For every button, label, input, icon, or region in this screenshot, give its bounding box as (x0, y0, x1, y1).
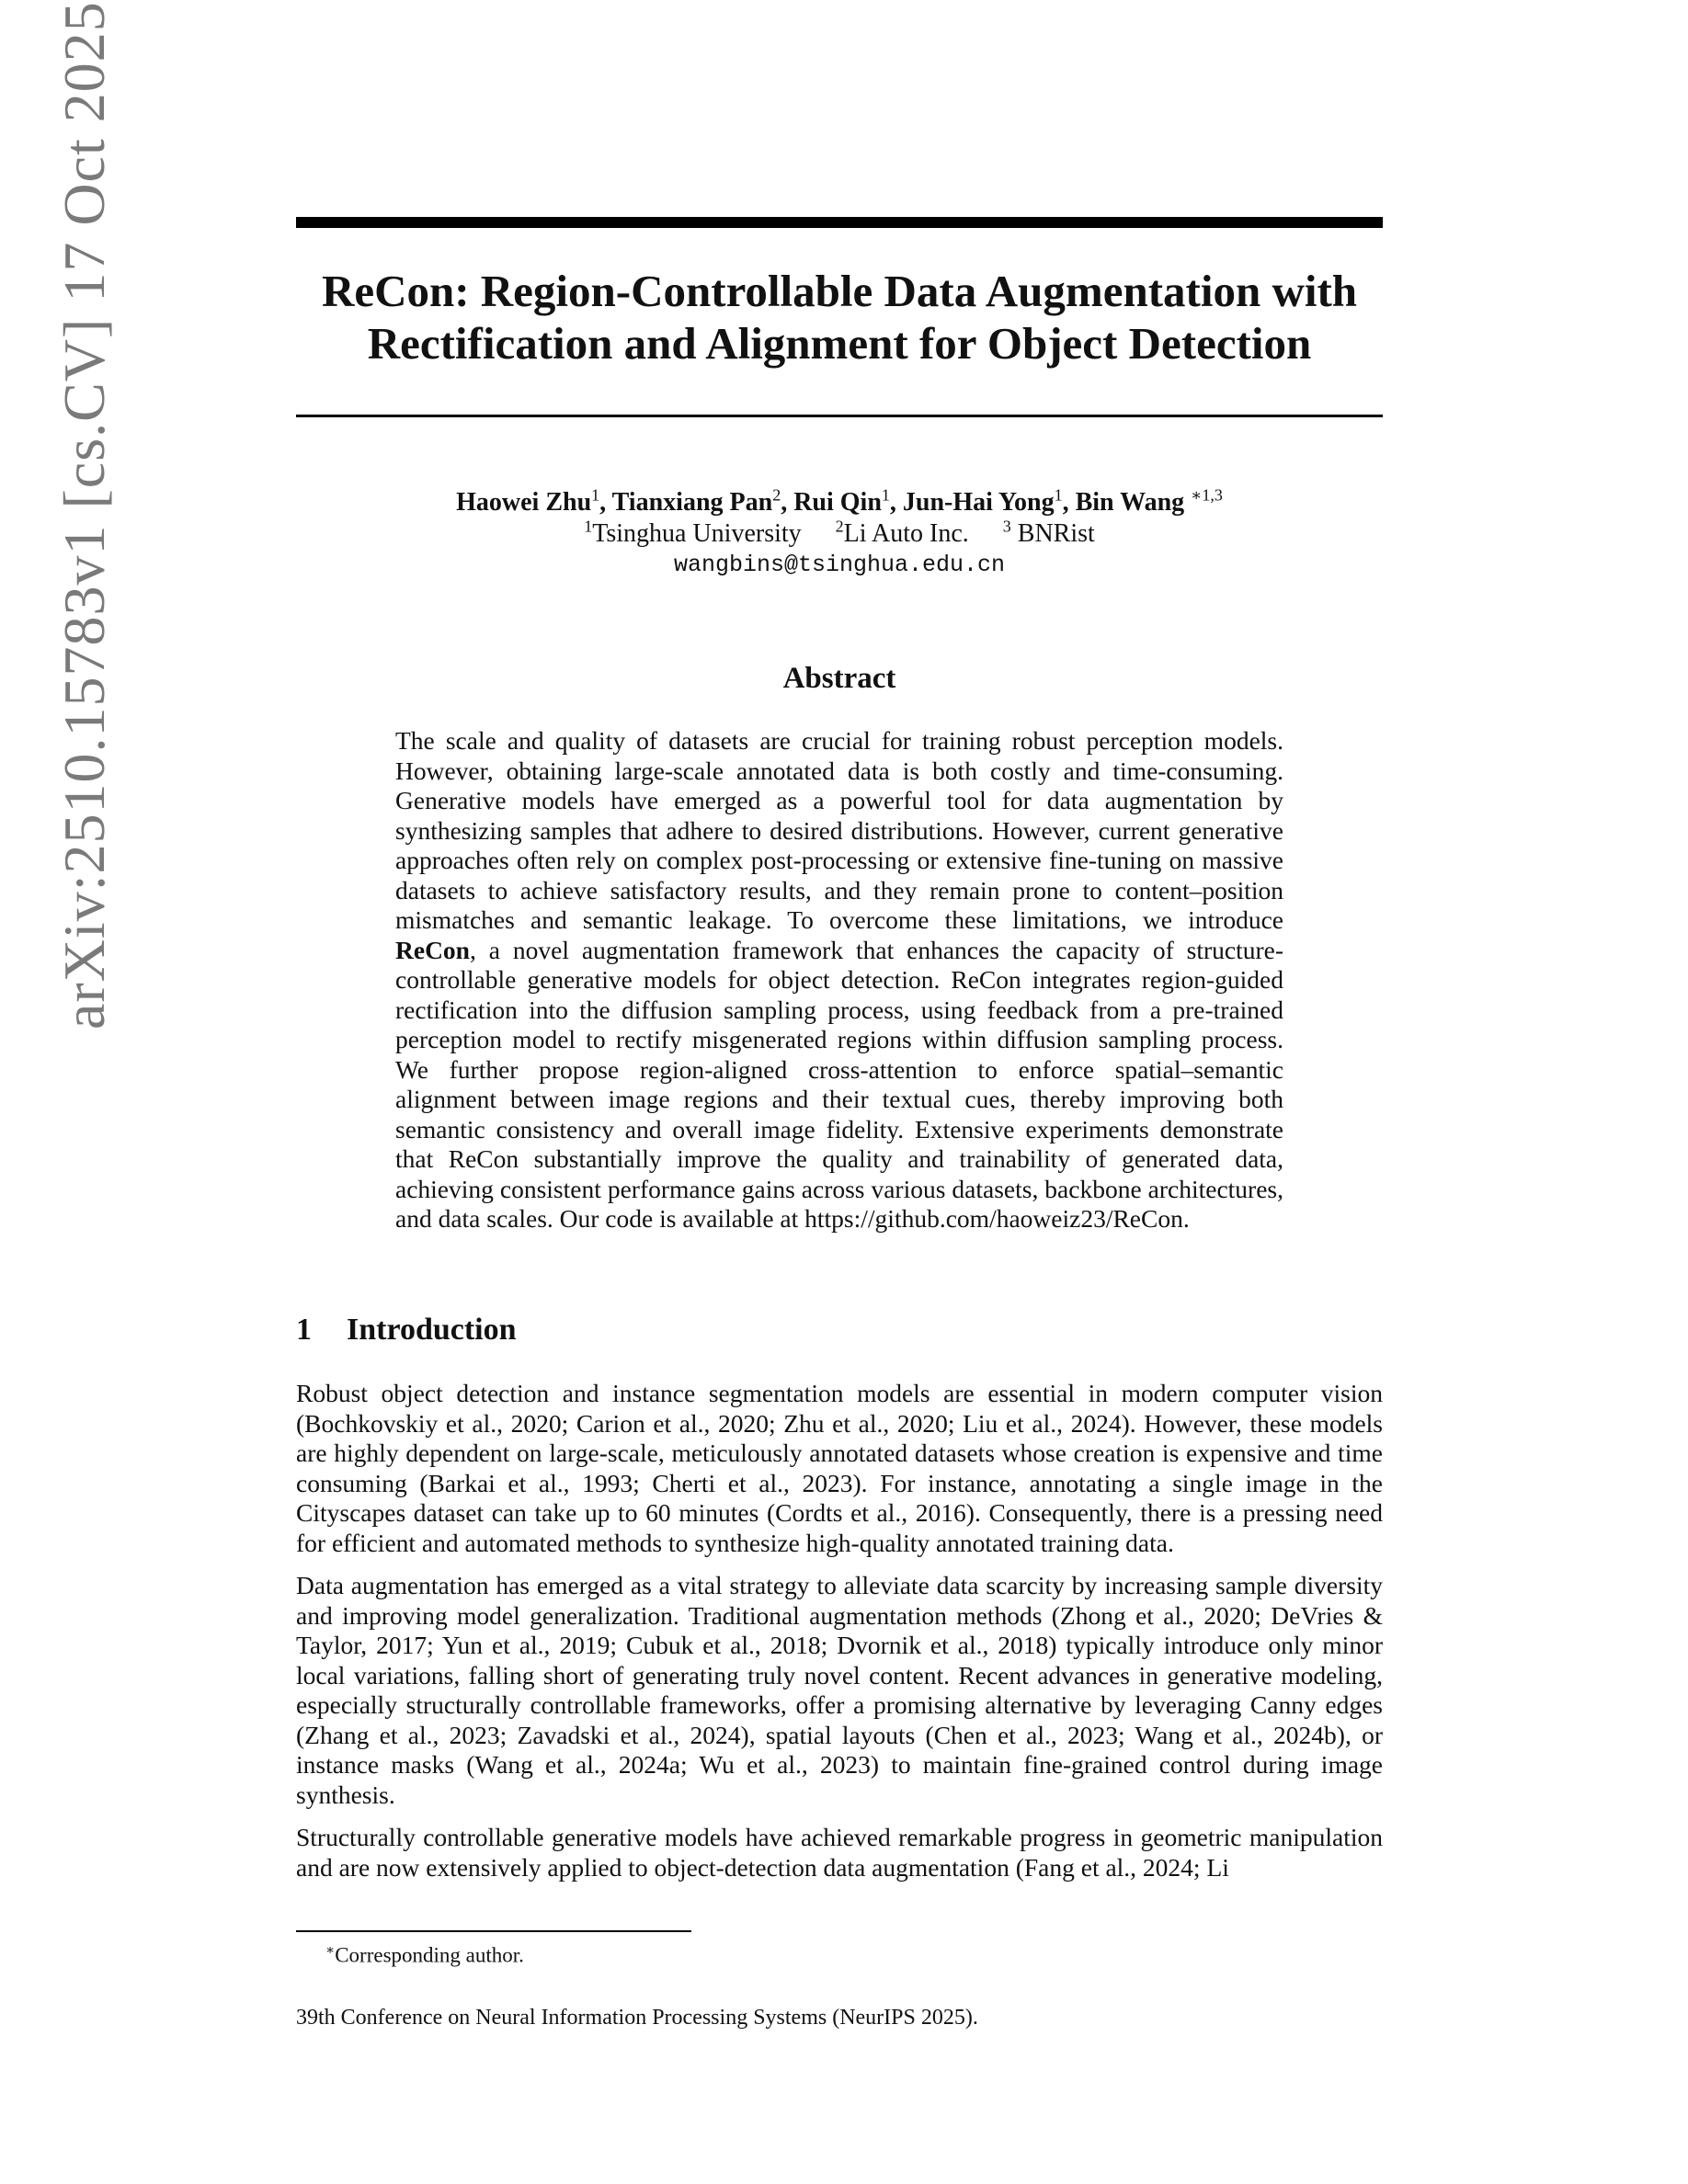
author: Tianxiang Pan$^2$ (611, 485, 781, 517)
author-block (296, 487, 1383, 581)
paragraph: Structurally controllable generative models have achieved remarkable progress in geometric manipulation and are now extensively applied to object-detection data augmentation (Fang et al., 2024; Li (296, 1823, 1383, 1882)
footnote-rule (296, 1930, 691, 1932)
paper-title (296, 265, 1383, 370)
affiliation: $^1$Tsinghua University (584, 517, 802, 548)
venue-footer: 39th Conference on Neural Information Processing Systems (NeurIPS 2025). (296, 2006, 978, 2030)
author: Haowei Zhu$^1$ (456, 485, 600, 517)
paragraph: Data augmentation has emerged as a vital strategy to alleviate data scarcity by increasing sample diversity and improving model generalization. Traditional augmentation methods (Zhong et al., 2020; DeVries & Taylor, 2017; Yun et al., 2019; Cubuk et al., 2018; Dvornik et al., 2018) typically introduce only minor local variations, falling short of generating truly novel content. Recent advances in generative modeling, especially structurally controllable frameworks, offer a promising alternative by leveraging Canny edges (Zhang et al., 2023; Zavadski et al., 2024), spatial layouts (Chen et al., 2023; Wang et al., 2024b), or instance masks (Wang et al., 2024a; Wu et al., 2023) to maintain fine-grained control during image synthesis. (296, 1571, 1383, 1809)
title-top-rule (296, 217, 1383, 228)
section-heading-introduction: 1 Introduction (296, 1313, 517, 1347)
method-name: ReCon (395, 935, 470, 964)
author: Rui Qin$^1$ (793, 485, 890, 517)
affiliation-list (296, 518, 1383, 550)
title-line-1: ReCon: Region-Controllable Data Augmentation with (321, 266, 1358, 316)
title-bottom-rule (296, 415, 1383, 417)
arxiv-identifier: arXiv:2510.15783v1 [cs.CV] 17 Oct 2025 (51, 1, 117, 1029)
abstract-text: The scale and quality of datasets are crucial for training robust perception models. However, obtaining large-scale annotated data is both costly and time-consuming. Generative models have emerged as a powerful tool for data augmentation by synthesizing samples that adhere to desired distributions. However, current generative approaches often rely on complex post-processing or extensive fine-tuning on massive datasets to achieve satisfactory results, and they remain prone to content–position mismatches and semantic leakage. To overcome these limitations, we introduce ReCon, a novel augmentation framework that enhances the capacity of structure-controllable generative models for object detection. ReCon integrates region-guided rectification into the diffusion sampling process, using feedback from a pre-trained perception model to rectify misgenerated regions within diffusion sampling process. We further propose region-aligned cross-attention to enforce spatial–semantic alignment between image regions and their textual cues, thereby improving both semantic consistency and overall image fidelity. Extensive experiments demonstrate that ReCon substantially improve the quality and trainability of generated data, achieving consistent performance gains across various datasets, backbone architectures, and data scales. Our code is available at https://github.com/haoweiz23/ReCon. (395, 726, 1283, 1233)
paragraph: Robust object detection and instance segmentation models are essential in modern computer vision (Bochkovskiy et al., 2020; Carion et al., 2020; Zhu et al., 2020; Liu et al., 2024). However, these models are highly dependent on large-scale, meticulously annotated datasets whose creation is expensive and time consuming (Barkai et al., 1993; Cherti et al., 2023). For instance, annotating a single image in the Cityscapes dataset can take up to 60 minutes (Cordts et al., 2016). Consequently, there is a pressing need for efficient and automated methods to synthesize high-quality annotated training data. (296, 1379, 1383, 1557)
corresponding-email: wangbins@tsinghua.edu.cn (673, 552, 1006, 578)
affiliation: $^3$ BNRist (1002, 517, 1095, 548)
affiliation: $^2$Li Auto Inc. (835, 517, 969, 548)
footnote: ∗Corresponding author. (325, 1943, 524, 1967)
introduction-body (296, 1379, 1383, 1895)
title-line-2: Rectification and Alignment for Object Detection (367, 318, 1312, 369)
abstract-heading: Abstract (782, 662, 896, 695)
author: Jun-Hai Yong$^1$ (902, 485, 1063, 517)
author: Bin Wang $^{∗1,3}$ (1075, 485, 1223, 517)
author-list: Haowei Zhu$^1$, Tianxiang Pan$^2$, Rui Qin$^1$, Jun-Hai Yong$^1$, Bin Wang $^{∗1,3}$ (456, 485, 1223, 517)
